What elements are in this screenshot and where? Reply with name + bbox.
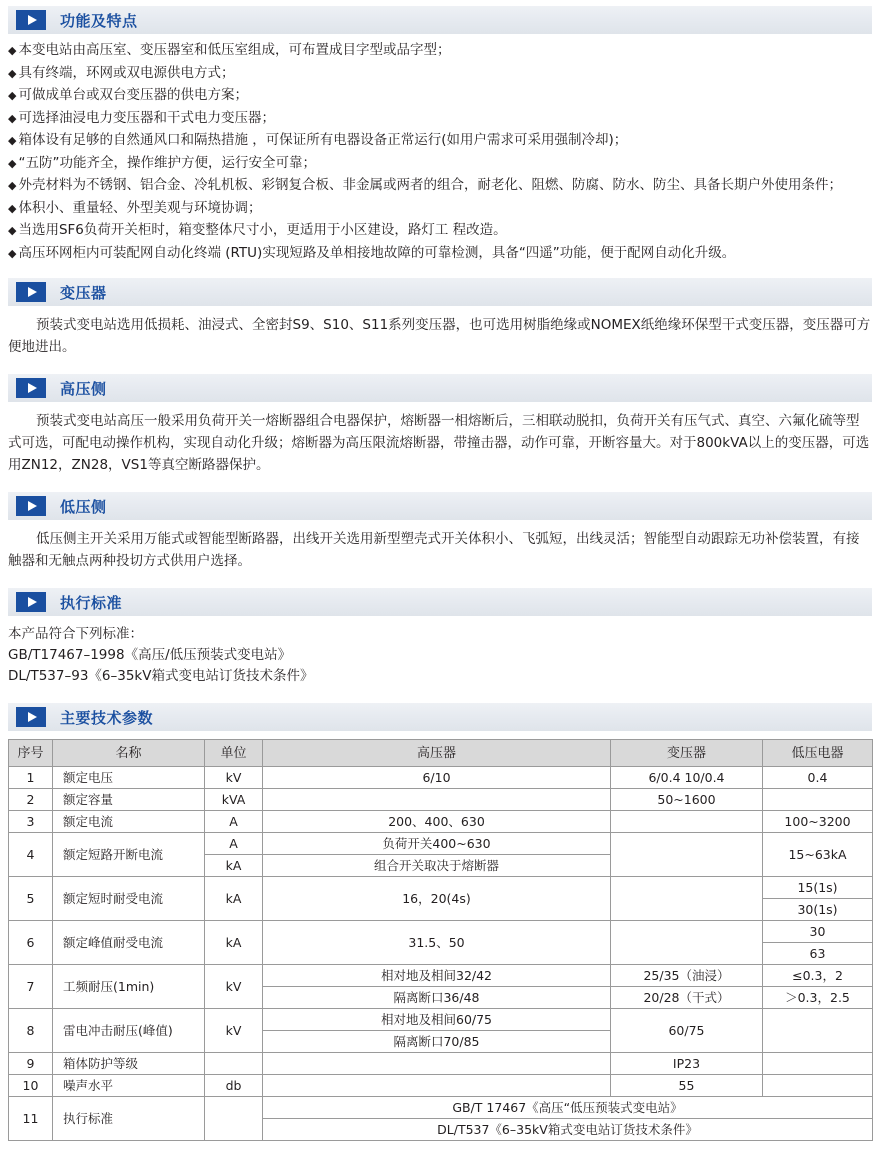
list-item-text: 可选择油浸电力变压器和干式电力变压器； bbox=[18, 109, 275, 126]
play-arrow-icon bbox=[16, 592, 46, 612]
cell-lv bbox=[763, 1053, 873, 1075]
cell-name: 额定容量 bbox=[53, 789, 205, 811]
table-row bbox=[9, 1097, 873, 1119]
section-title: 高压侧 bbox=[60, 379, 107, 398]
section-header-hv bbox=[8, 374, 872, 402]
diamond-bullet-icon: ◆ bbox=[8, 156, 17, 170]
play-arrow-icon bbox=[16, 10, 46, 30]
cell-hv: 隔离断口36/48 bbox=[263, 987, 611, 1009]
section-title: 主要技术参数 bbox=[60, 708, 154, 727]
cell-hv: 隔离断口70/85 bbox=[263, 1031, 611, 1053]
list-item bbox=[8, 108, 872, 130]
cell-hv bbox=[263, 789, 611, 811]
cell-name: 额定峰值耐受电流 bbox=[53, 921, 205, 965]
cell-hv bbox=[263, 1075, 611, 1097]
table-row bbox=[9, 1053, 873, 1075]
cell-tr: 20/28（干式） bbox=[611, 987, 763, 1009]
cell-name: 噪声水平 bbox=[53, 1075, 205, 1097]
cell-lv bbox=[763, 1075, 873, 1097]
table-header-row bbox=[9, 740, 873, 767]
cell-name: 工频耐压(1min) bbox=[53, 965, 205, 1009]
section-header-specs bbox=[8, 703, 872, 731]
cell-lv: 30 bbox=[763, 921, 873, 943]
standards-intro: 本产品符合下列标准： bbox=[8, 626, 143, 642]
section-title: 变压器 bbox=[60, 283, 107, 302]
cell-lv: 15(1s) bbox=[763, 877, 873, 899]
section-header-transformer bbox=[8, 278, 872, 306]
list-item bbox=[8, 63, 872, 85]
cell-name: 执行标准 bbox=[53, 1097, 205, 1141]
spec-table bbox=[8, 739, 873, 1141]
cell-no: 6 bbox=[9, 921, 53, 965]
section-header-lv bbox=[8, 492, 872, 520]
cell-unit: kA bbox=[205, 921, 263, 965]
cell-unit: kV bbox=[205, 965, 263, 1009]
cell-tr: 6/0.4 10/0.4 bbox=[611, 767, 763, 789]
diamond-bullet-icon: ◆ bbox=[8, 201, 17, 215]
cell-unit: kVA bbox=[205, 789, 263, 811]
cell-lv: 0.4 bbox=[763, 767, 873, 789]
list-item-text: 外壳材料为不锈钢、铝合金、冷轧机板、彩钢复合板、非金属或两者的组合，耐老化、阻燃、防腐、防水、防尘、具备长期户外使用条件； bbox=[18, 177, 842, 193]
cell-name: 额定短路开断电流 bbox=[53, 833, 205, 877]
cell-unit: kA bbox=[205, 855, 263, 877]
cell-hv: 200、400、630 bbox=[263, 811, 611, 833]
list-item-text: 具有终端，环网或双电源供电方式； bbox=[18, 64, 235, 81]
list-item bbox=[8, 85, 872, 107]
cell-hv: 组合开关取决于熔断器 bbox=[263, 855, 611, 877]
cell-name: 额定短时耐受电流 bbox=[53, 877, 205, 921]
cell-no: 10 bbox=[9, 1075, 53, 1097]
cell-lv bbox=[763, 1009, 873, 1053]
cell-tr bbox=[611, 811, 763, 833]
column-header-hv: 高压器 bbox=[263, 740, 611, 767]
cell-unit: A bbox=[205, 833, 263, 855]
cell-hv: 负荷开关400~630 bbox=[263, 833, 611, 855]
cell-no: 7 bbox=[9, 965, 53, 1009]
cell-name: 箱体防护等级 bbox=[53, 1053, 205, 1075]
cell-tr bbox=[611, 921, 763, 965]
cell-tr: 60/75 bbox=[611, 1009, 763, 1053]
standard-line: GB/T17467–1998《高压/低压预装式变电站》 bbox=[8, 647, 292, 663]
cell-hv: 6/10 bbox=[263, 767, 611, 789]
table-row bbox=[9, 965, 873, 987]
cell-tr: 25/35（油浸） bbox=[611, 965, 763, 987]
list-item-text: 箱体设有足够的自然通风口和隔热措施 ，可保证所有电器设备正常运行(如用户需求可采用强制冷却)； bbox=[18, 132, 628, 148]
table-row bbox=[9, 767, 873, 789]
list-item bbox=[8, 130, 872, 152]
list-item bbox=[8, 198, 872, 220]
section-title: 低压侧 bbox=[60, 497, 107, 516]
table-row bbox=[9, 833, 873, 855]
column-header-tr: 变压器 bbox=[611, 740, 763, 767]
table-row bbox=[9, 1009, 873, 1031]
diamond-bullet-icon: ◆ bbox=[8, 66, 17, 80]
play-arrow-icon bbox=[16, 378, 46, 398]
cell-lv: 100~3200 bbox=[763, 811, 873, 833]
list-item-text: 当选用SF6负荷开关柜时，箱变整体尺寸小，更适用于小区建设，路灯工 程改造。 bbox=[18, 222, 507, 238]
cell-unit: kV bbox=[205, 1009, 263, 1053]
cell-unit bbox=[205, 1053, 263, 1075]
cell-lv: ＞0.3，2.5 bbox=[763, 987, 873, 1009]
section-header-standards bbox=[8, 588, 872, 616]
cell-no: 4 bbox=[9, 833, 53, 877]
cell-no: 3 bbox=[9, 811, 53, 833]
list-item-text: 本变电站由高压室、变压器室和低压室组成，可布置成目字型或品字型； bbox=[18, 42, 451, 58]
cell-unit: A bbox=[205, 811, 263, 833]
table-row bbox=[9, 1075, 873, 1097]
section-title: 功能及特点 bbox=[60, 11, 138, 30]
list-item-text: 可做成单台或双台变压器的供电方案； bbox=[18, 87, 248, 103]
list-item bbox=[8, 220, 872, 242]
diamond-bullet-icon: ◆ bbox=[8, 179, 17, 192]
column-header-no: 序号 bbox=[9, 740, 53, 767]
list-item bbox=[8, 175, 872, 197]
transformer-paragraph: 预装式变电站选用低损耗、油浸式、全密封S9、S10、S11系列变压器，也可选用树脂绝缘或NOMEX纸绝缘环保型干式变压器，变压器可方便地进出。 bbox=[8, 317, 871, 355]
cell-hv: 16，20(4s) bbox=[263, 877, 611, 921]
cell-name: 额定电压 bbox=[53, 767, 205, 789]
cell-no: 5 bbox=[9, 877, 53, 921]
list-item-text: “五防”功能齐全，操作维护方便，运行安全可靠； bbox=[18, 154, 316, 171]
cell-standard: GB/T 17467《高压“低压预装式变电站》 bbox=[263, 1097, 873, 1119]
cell-tr: 55 bbox=[611, 1075, 763, 1097]
cell-no: 8 bbox=[9, 1009, 53, 1053]
feature-list bbox=[8, 40, 872, 264]
cell-hv bbox=[263, 1053, 611, 1075]
cell-hv: 31.5、50 bbox=[263, 921, 611, 965]
cell-tr: IP23 bbox=[611, 1053, 763, 1075]
diamond-bullet-icon: ◆ bbox=[8, 224, 17, 237]
column-header-lv: 低压电器 bbox=[763, 740, 873, 767]
diamond-bullet-icon: ◆ bbox=[8, 89, 17, 102]
section-header-features bbox=[8, 6, 872, 34]
cell-no: 1 bbox=[9, 767, 53, 789]
column-header-unit: 单位 bbox=[205, 740, 263, 767]
cell-lv bbox=[763, 789, 873, 811]
play-arrow-icon bbox=[16, 282, 46, 302]
cell-unit: db bbox=[205, 1075, 263, 1097]
list-item bbox=[8, 243, 872, 265]
diamond-bullet-icon: ◆ bbox=[8, 111, 17, 125]
lv-paragraph: 低压侧主开关采用万能式或智能型断路器，出线开关选用新型塑壳式开关体积小、飞弧短，出线灵活；智能型自动跟踪无功补偿装置，有接触器和无触点两种投切方式供用户选择。 bbox=[8, 531, 860, 569]
cell-no: 2 bbox=[9, 789, 53, 811]
table-row bbox=[9, 811, 873, 833]
diamond-bullet-icon: ◆ bbox=[8, 246, 17, 260]
cell-hv: 相对地及相间60/75 bbox=[263, 1009, 611, 1031]
play-arrow-icon bbox=[16, 707, 46, 727]
diamond-bullet-icon: ◆ bbox=[8, 134, 17, 147]
cell-unit: kV bbox=[205, 767, 263, 789]
cell-lv: 15~63kA bbox=[763, 833, 873, 877]
cell-no: 9 bbox=[9, 1053, 53, 1075]
column-header-name: 名称 bbox=[53, 740, 205, 767]
cell-unit: kA bbox=[205, 877, 263, 921]
cell-hv: 相对地及相间32/42 bbox=[263, 965, 611, 987]
cell-tr bbox=[611, 877, 763, 921]
list-item bbox=[8, 40, 872, 62]
cell-tr: 50~1600 bbox=[611, 789, 763, 811]
standards-block bbox=[8, 624, 872, 687]
cell-unit bbox=[205, 1097, 263, 1141]
cell-lv: ≤0.3，2 bbox=[763, 965, 873, 987]
play-arrow-icon bbox=[16, 496, 46, 516]
list-item bbox=[8, 153, 872, 175]
standard-line: DL/T537–93《6–35kV箱式变电站订货技术条件》 bbox=[8, 668, 314, 684]
cell-lv: 63 bbox=[763, 943, 873, 965]
hv-paragraph: 预装式变电站高压一般采用负荷开关一熔断器组合电器保护，熔断器一相熔断后，三相联动脱扣，负荷开关有压气式、真空、六氟化硫等型式可选，可配电动操作机构，实现自动化升级；熔断器为高压限流熔断器，带撞击器，动作可靠，开断容量大。对于800kVA以上的变压器，可选用ZN12，ZN28，VS1等真空断路器保护。 bbox=[8, 413, 870, 473]
diamond-bullet-icon: ◆ bbox=[8, 44, 17, 57]
cell-no: 11 bbox=[9, 1097, 53, 1141]
cell-standard: DL/T537《6–35kV箱式变电站订货技术条件》 bbox=[263, 1119, 873, 1141]
cell-lv: 30(1s) bbox=[763, 899, 873, 921]
cell-tr bbox=[611, 833, 763, 877]
table-row bbox=[9, 789, 873, 811]
cell-name: 额定电流 bbox=[53, 811, 205, 833]
cell-name: 雷电冲击耐压(峰值) bbox=[53, 1009, 205, 1053]
list-item-text: 体积小、重量轻、外型美观与环境协调； bbox=[18, 199, 262, 216]
table-row bbox=[9, 921, 873, 943]
list-item-text: 高压环网柜内可装配网自动化终端 (RTU)实现短路及单相接地故障的可靠检测，具备“四遥”功能，便于配网自动化升级。 bbox=[18, 244, 736, 261]
section-title: 执行标准 bbox=[60, 593, 123, 612]
table-row bbox=[9, 877, 873, 899]
